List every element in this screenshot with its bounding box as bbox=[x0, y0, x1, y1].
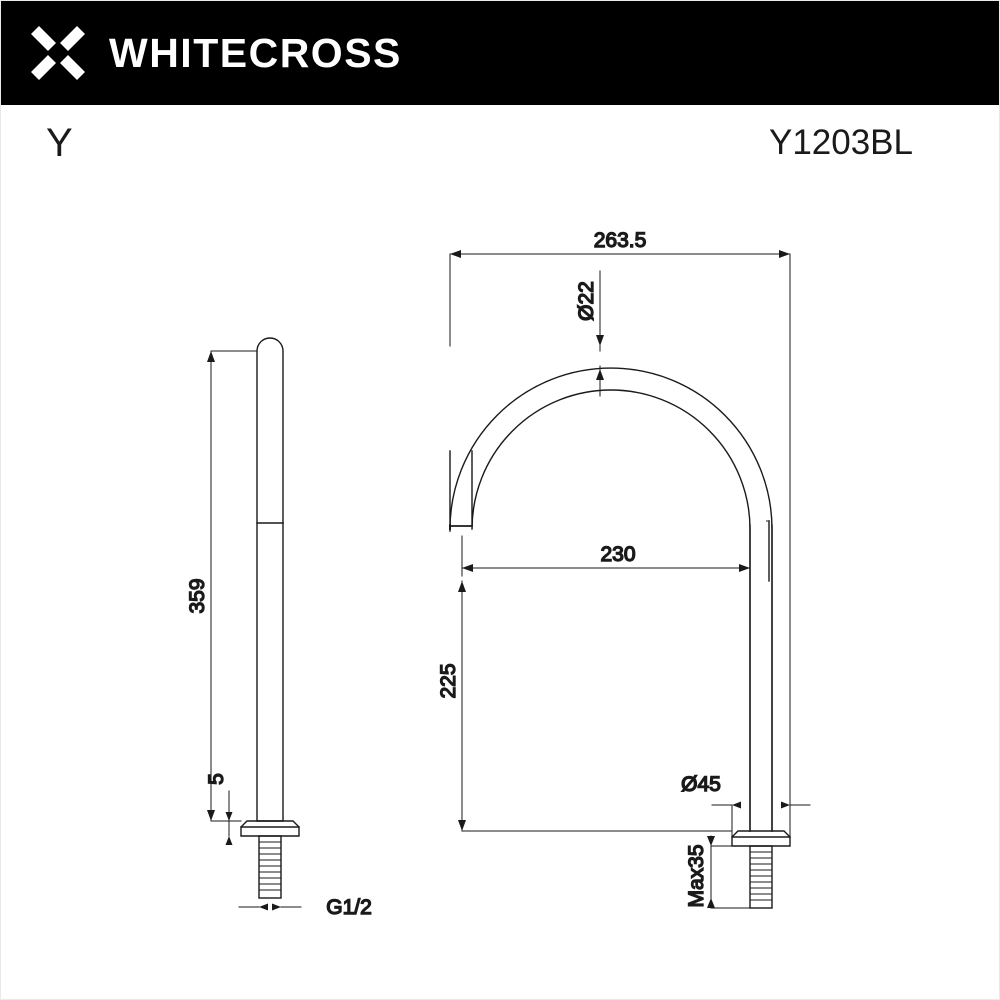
dimension-263-5 bbox=[450, 250, 790, 831]
dimension-label-230: 230 bbox=[600, 543, 636, 566]
drawing-canvas bbox=[1, 191, 1000, 1000]
dimension-label-263-5: 263.5 bbox=[593, 229, 647, 252]
title-row bbox=[1, 105, 1000, 191]
side-elevation-view bbox=[241, 338, 299, 898]
dimension-label-dia-45: Ø45 bbox=[681, 773, 721, 796]
dimension-label-225: 225 bbox=[437, 663, 460, 699]
dimension-g12 bbox=[239, 904, 301, 911]
dimension-label-max35: Max35 bbox=[685, 844, 708, 908]
model-code: Y1203BL bbox=[768, 123, 913, 162]
technical-drawing bbox=[1, 191, 1000, 1000]
brand-name: WHITECROSS bbox=[109, 29, 402, 76]
brand-header bbox=[1, 1, 1000, 105]
dimension-label-dia-22: Ø22 bbox=[575, 281, 598, 321]
dimension-label-5: 5 bbox=[205, 773, 228, 785]
x-cross-logo-icon bbox=[29, 24, 87, 82]
dimension-label-359: 359 bbox=[186, 578, 209, 614]
dimension-5 bbox=[226, 791, 233, 845]
dimension-label-g12: G1/2 bbox=[326, 896, 372, 919]
front-elevation-view bbox=[450, 368, 790, 908]
dimension-359 bbox=[207, 351, 257, 821]
series-code: Y bbox=[46, 121, 73, 165]
dimension-max35 bbox=[707, 836, 750, 908]
